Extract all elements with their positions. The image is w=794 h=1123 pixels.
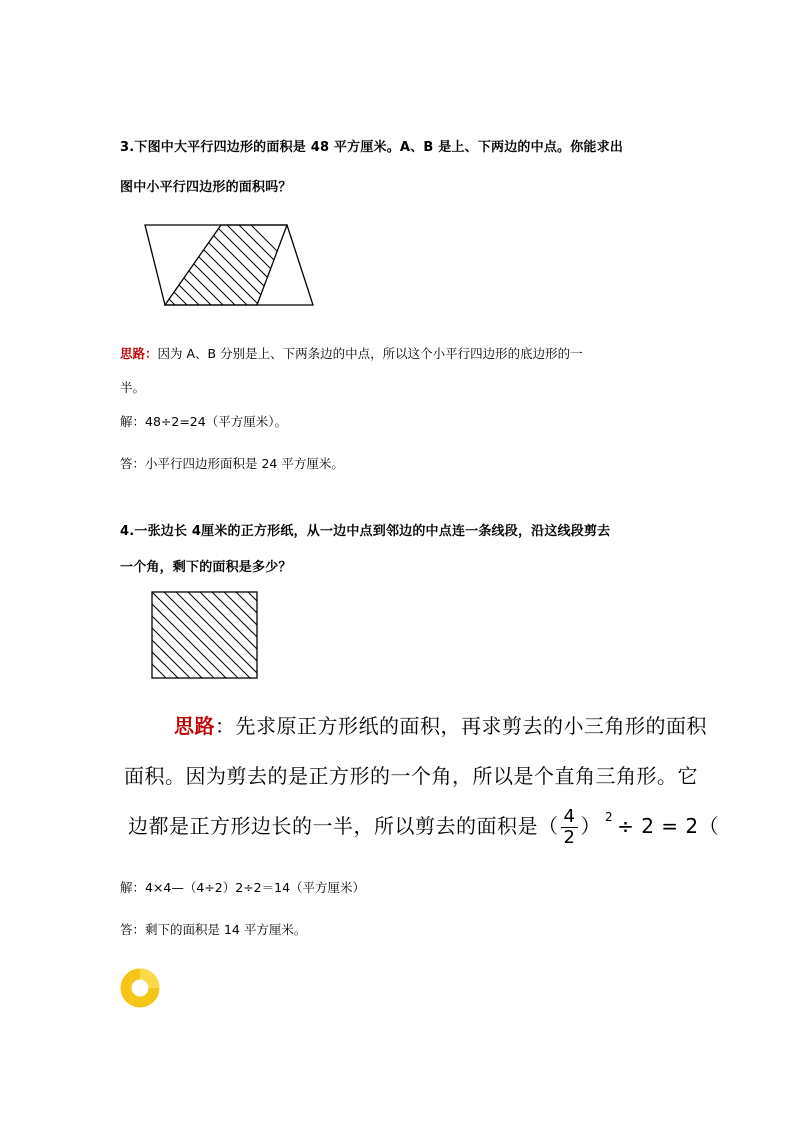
q4-fraction-denominator: 2 xyxy=(563,827,576,848)
q3-answer: 答：小平行四边形面积是 24 平方厘米。 xyxy=(120,456,344,471)
q4-solution: 解：4×4—（4÷2）2÷2＝14（平方厘米） xyxy=(120,880,366,895)
q4-hint-line3-close: ） xyxy=(580,814,601,838)
q4-hint-exponent: 2 xyxy=(604,810,614,824)
q3-question-line2: 图中小平行四边形的面积吗？ xyxy=(120,180,292,195)
q3-solution: 解：48÷2=24（平方厘米）。 xyxy=(120,414,287,429)
q3-hint-text: 因为 A、B 分别是上、下两条边的中点，所以这个小平行四边形的底边形的一 xyxy=(157,346,583,361)
yellow-ring-logo-icon xyxy=(119,967,161,1009)
q4-hint-label: 思路 xyxy=(174,714,215,738)
q4-square-figure xyxy=(150,590,260,680)
q4-fraction-numerator: 4 xyxy=(561,808,579,828)
q4-hint-line2: 面积。因为剪去的是正方形的一个角，所以是个直角三角形。它 xyxy=(124,764,698,788)
q4-question-line2: 一个角，剩下的面积是多少？ xyxy=(120,560,292,575)
q4-hint-line1-text: 先求原正方形纸的面积，再求剪去的小三角形的面积 xyxy=(235,714,707,738)
q3-hint-label: 思路 xyxy=(120,346,146,361)
q4-answer: 答：剩下的面积是 14 平方厘米。 xyxy=(120,922,307,937)
q4-hint-line3 xyxy=(128,808,719,847)
q3-hint-continuation: 半。 xyxy=(120,380,146,395)
q3-question-line1: 3.下图中大平行四边形的面积是 48 平方厘米。A、B 是上、下两边的中点。你能求出 xyxy=(120,140,624,155)
q4-hint-line3-tail: ÷ 2 = 2（ xyxy=(617,814,720,838)
q3-hint xyxy=(120,344,583,362)
q4-hint-line1 xyxy=(174,710,707,739)
q4-hint-separator: ： xyxy=(215,714,236,738)
q4-hint-line3-text: 边都是正方形边长的一半，所以剪去的面积是（ xyxy=(128,814,559,838)
q3-hint-separator: ： xyxy=(145,346,158,361)
q4-question-line1: 4.一张边长 4厘米的正方形纸，从一边中点到邻边的中点连一条线段，沿这线段剪去 xyxy=(120,524,611,539)
q4-fraction xyxy=(561,808,579,847)
q3-parallelogram-figure xyxy=(140,220,320,310)
